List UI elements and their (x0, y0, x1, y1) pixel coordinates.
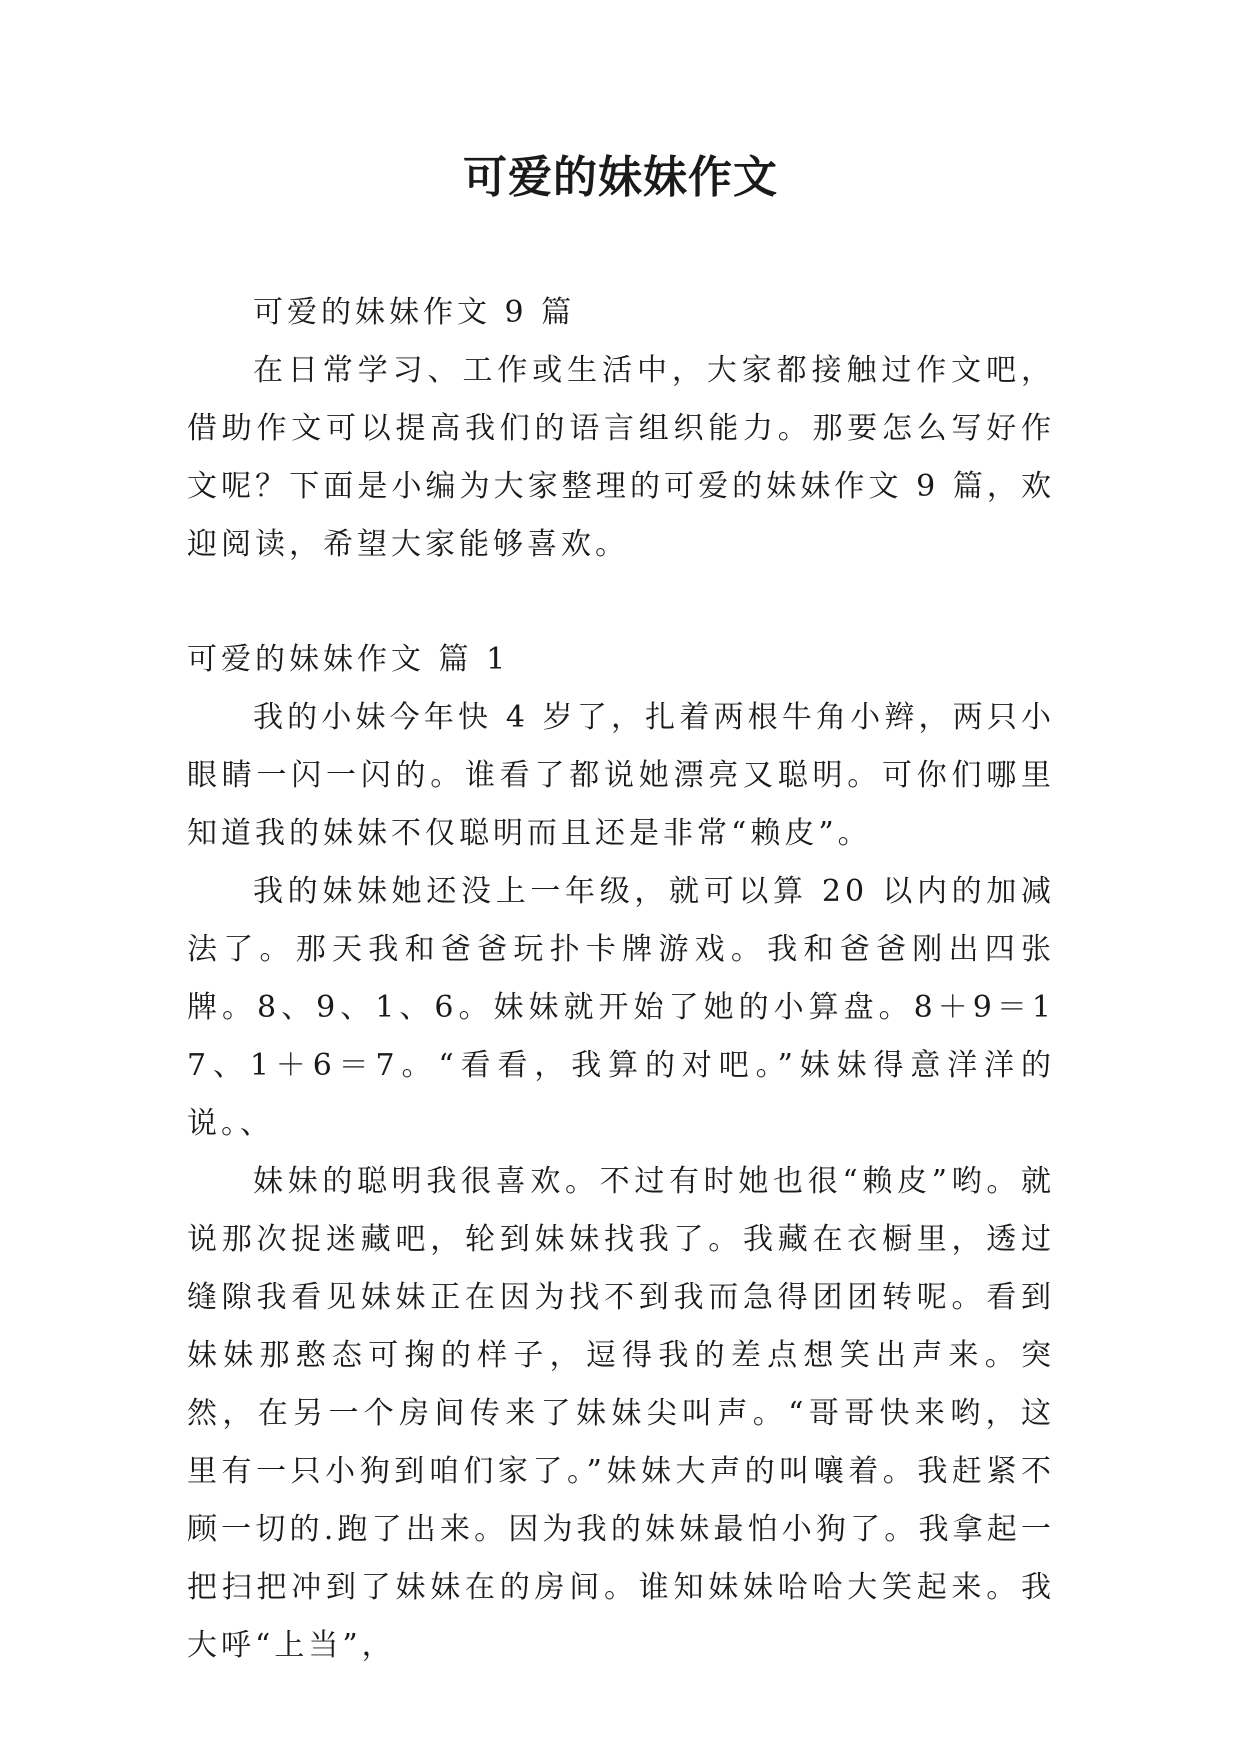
body-paragraph-3: 妹妹的聪明我很喜欢。不过有时她也很“赖皮”哟。就说那次捉迷藏吧，轮到妹妹找我了。我藏在衣橱里，透过缝隙我看见妹妹正在因为找不到我而急得团团转呢。看到妹妹那憨态可掬的样子，逗得我的差点想笑出声来。突然，在另一个房间传来了妹妹尖叫声。“哥哥快来哟，这里有一只小狗到咱们家了。”妹妹大声的叫嚷着。我赶紧不顾一切的.跑了出来。因为我的妹妹最怕小狗了。我拿起一把扫把冲到了妹妹在的房间。谁知妹妹哈哈大笑起来。我大呼“上当”， (187, 1164, 1055, 1663)
document-title: 可爱的妹妹作文 (463, 152, 778, 203)
intro-paragraph: 在日常学习、工作或生活中，大家都接触过作文吧，借助作文可以提高我们的语言组织能力。那要怎么写好作文呢？下面是小编为大家整理的可爱的妹妹作文 9 篇，欢迎阅读，希望大家能够喜欢。 (187, 353, 1055, 562)
document-body (187, 284, 1055, 1675)
body-paragraph-2: 我的妹妹她还没上一年级，就可以算 20 以内的加减法了。那天我和爸爸玩扑卡牌游戏。我和爸爸刚出四张牌。8、9、1、6。妹妹就开始了她的小算盘。8＋9＝17、1＋6＝7。“看看，我算的对吧。”妹妹得意洋洋的说。、 (187, 874, 1055, 1141)
section-heading: 可爱的妹妹作文 篇 1 (187, 642, 510, 677)
body-paragraph-1: 我的小妹今年快 4 岁了，扎着两根牛角小辫，两只小眼睛一闪一闪的。谁看了都说她漂亮又聪明。可你们哪里知道我的妹妹不仅聪明而且还是非常“赖皮”。 (187, 700, 1055, 851)
document-subtitle: 可爱的妹妹作文 9 篇 (253, 295, 576, 330)
